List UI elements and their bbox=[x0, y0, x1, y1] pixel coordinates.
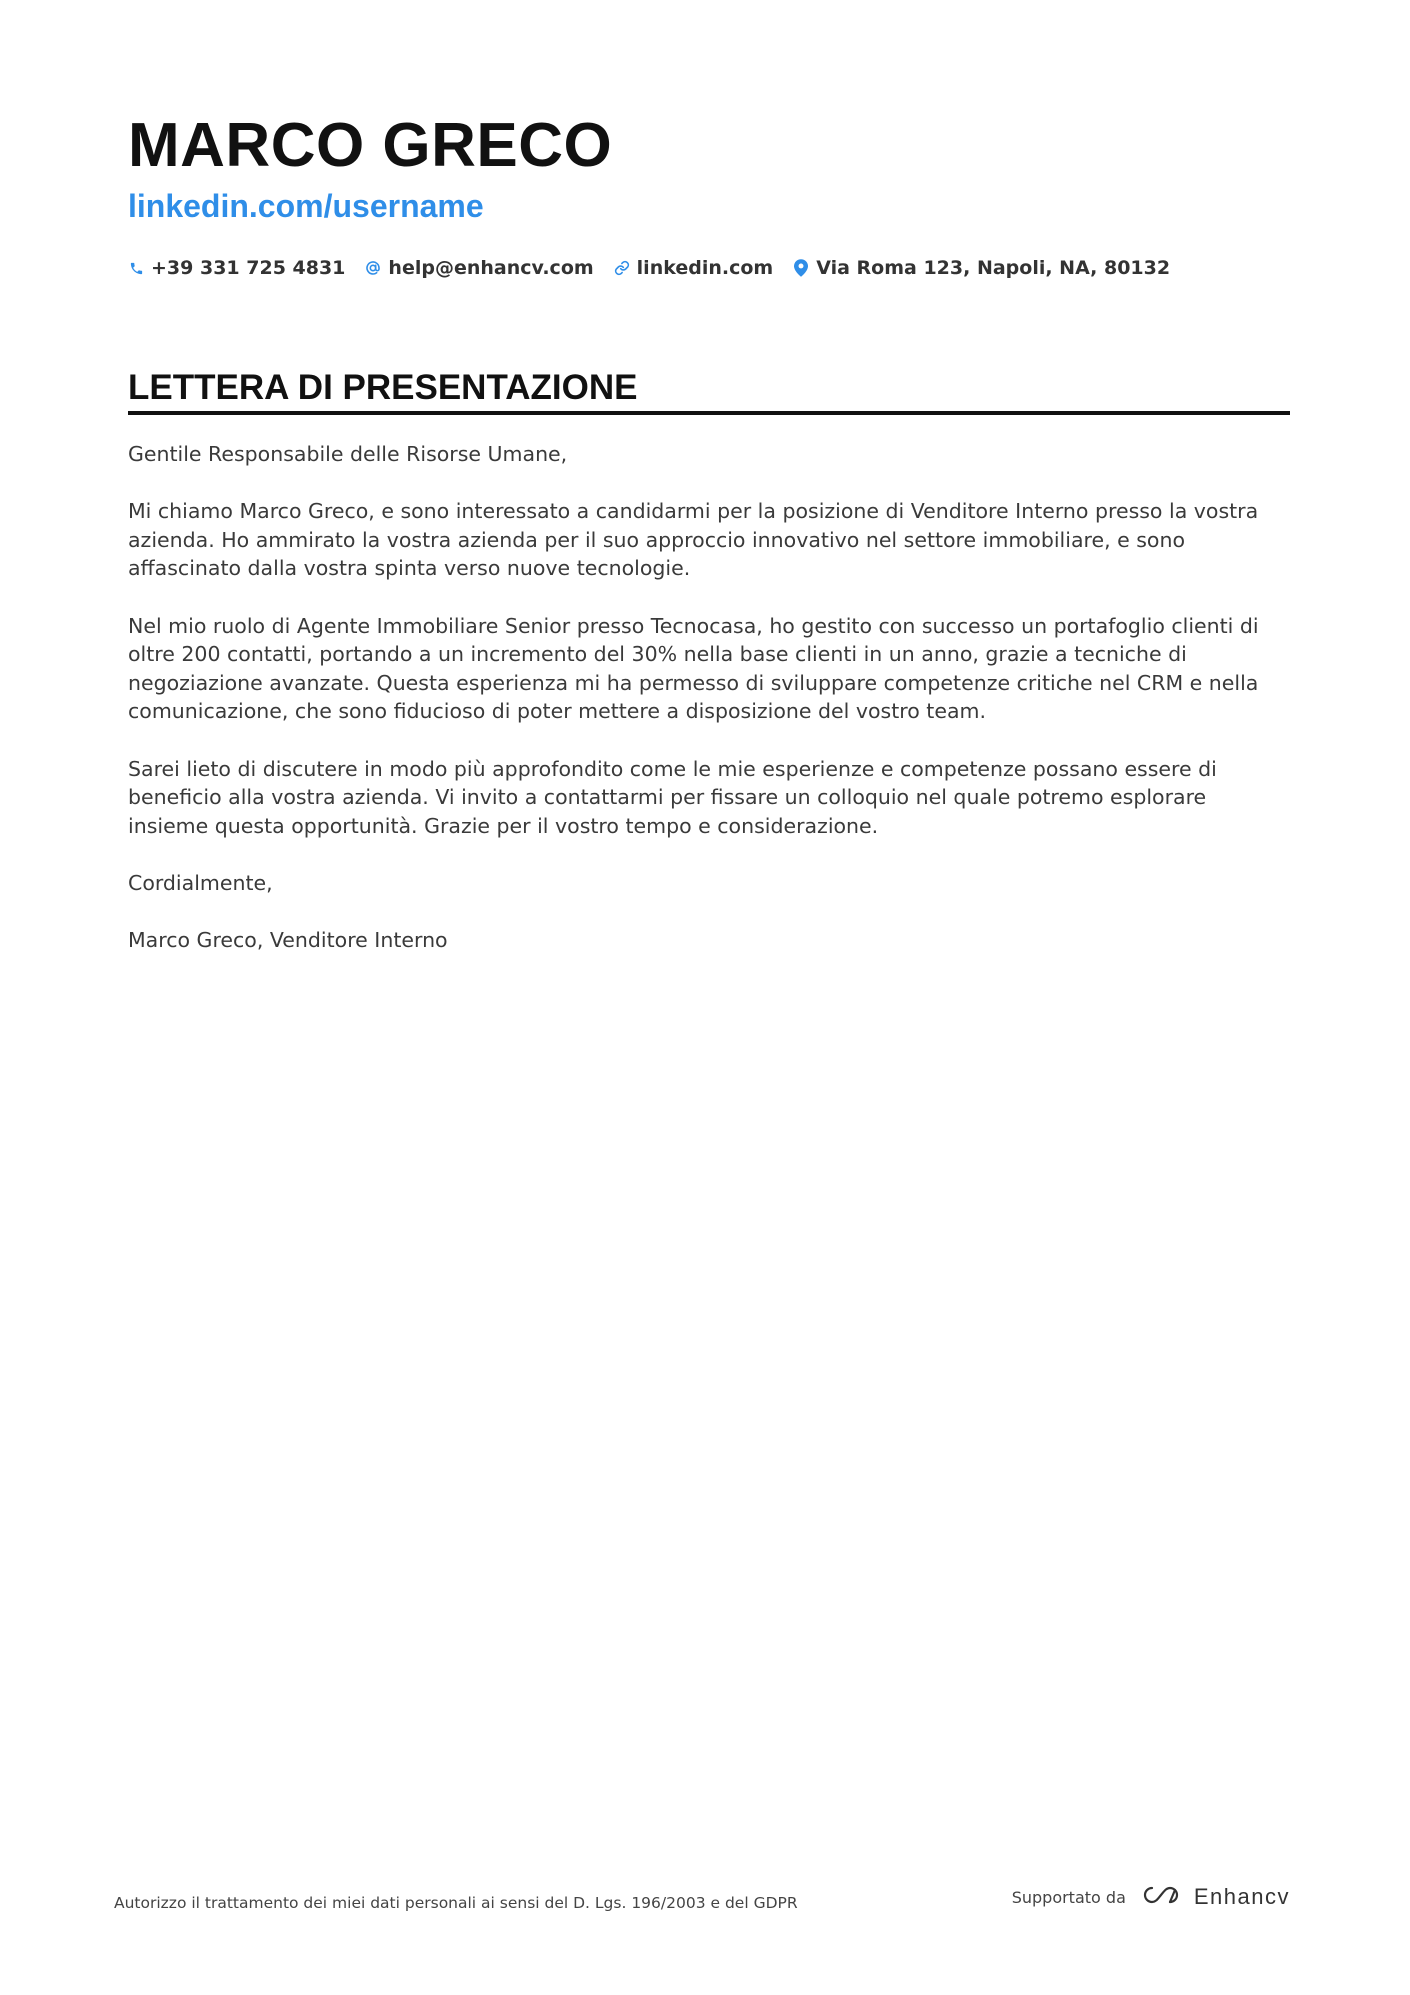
enhancv-logo-icon bbox=[1138, 1883, 1184, 1911]
contact-email-text: help@enhancv.com bbox=[388, 257, 594, 279]
contact-address bbox=[793, 257, 1170, 279]
section-divider bbox=[128, 411, 1290, 415]
at-icon bbox=[365, 259, 381, 277]
enhancv-logo-text: Enhancv bbox=[1193, 1884, 1290, 1909]
letter-paragraph: Nel mio ruolo di Agente Immobiliare Senior presso Tecnocasa, ho gestito con successo un portafoglio clienti di oltre 200 contatti, portando a un incremento del 30% nella base clienti in un anno, grazie a tecniche di negoziazione avanzate. Questa esperienza mi ha permesso di sviluppare competenze critiche nel CRM e nella comunicazione, che sono fiducioso di poter mettere a disposizione del vostro team. bbox=[128, 613, 1259, 724]
contact-address-text: Via Roma 123, Napoli, NA, 80132 bbox=[816, 257, 1171, 279]
letter-greeting: Gentile Responsabile delle Risorse Umane, bbox=[128, 442, 568, 466]
contact-website-text: linkedin.com bbox=[636, 257, 774, 279]
section-title: LETTERA DI PRESENTAZIONE bbox=[128, 368, 638, 407]
enhancv-logo[interactable] bbox=[1138, 1883, 1290, 1911]
letter-paragraph: Mi chiamo Marco Greco, e sono interessato a candidarmi per la posizione di Venditore Interno presso la vostra azienda. Ho ammirato la vostra azienda per il suo approccio innovativo nel settore immobiliare, e sono affascinato dalla vostra spinta verso nuove tecnologie. bbox=[128, 499, 1259, 581]
headline-link[interactable]: linkedin.com/username bbox=[128, 188, 484, 224]
contact-phone-text: +39 331 725 4831 bbox=[151, 257, 346, 279]
link-icon bbox=[614, 259, 630, 277]
phone-icon bbox=[128, 259, 144, 277]
contact-email[interactable] bbox=[365, 257, 593, 279]
powered-by bbox=[1012, 1880, 1290, 1914]
letter-paragraph: Sarei lieto di discutere in modo più approfondito come le mie esperienze e competenze possano essere di beneficio alla vostra azienda. Vi invito a contattarmi per fissare un colloquio nel quale potremo esplorare insieme questa opportunità. Grazie per il vostro tempo e considerazione. bbox=[128, 756, 1217, 838]
contact-bar bbox=[128, 254, 1170, 282]
letter-body bbox=[128, 440, 1290, 983]
location-pin-icon bbox=[793, 259, 809, 277]
contact-phone[interactable] bbox=[128, 257, 345, 279]
letter-closing: Cordialmente, bbox=[128, 870, 273, 895]
contact-website[interactable] bbox=[614, 257, 774, 279]
consent-note: Autorizzo il trattamento dei miei dati personali ai sensi del D. Lgs. 196/2003 e del GDPR bbox=[114, 1894, 798, 1912]
powered-by-label: Supportato da bbox=[1011, 1887, 1126, 1907]
letter-signature: Marco Greco, Venditore Interno bbox=[128, 928, 448, 953]
candidate-name: MARCO GRECO bbox=[128, 111, 613, 180]
